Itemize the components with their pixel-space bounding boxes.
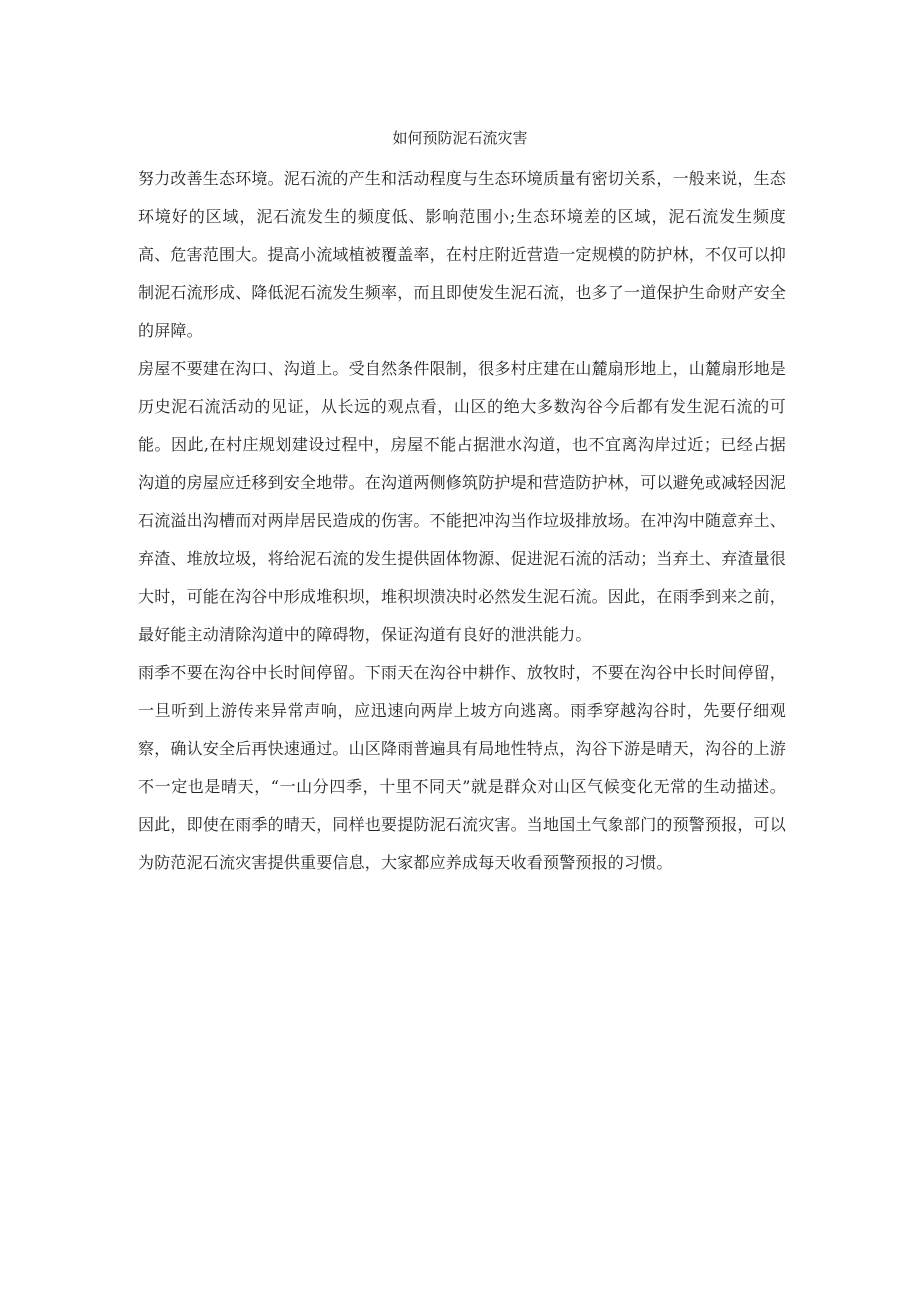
paragraph-ecology: 努力改善生态环境。泥石流的产生和活动程度与生态环境质量有密切关系，一般来说，生态环境好的区域，泥石流发生的频度低、影响范围小;生态环境差的区域，泥石流发生频度高、危害范围大。提高小流域植被覆盖率，在村庄附近营造一定规模的防护林，不仅可以抑制泥石流形成、降低泥石流发生频率，而且即使发生泥石流，也多了一道保护生命财产安全的屏障。: [138, 169, 787, 340]
paragraph-rainy-season: 雨季不要在沟谷中长时间停留。下雨天在沟谷中耕作、放牧时，不要在沟谷中长时间停留，一旦听到上游传来异常声响，应迅速向两岸上坡方向逃离。雨季穿越沟谷时，先要仔细观察，确认安全后再快速通过。山区降雨普遍具有局地性特点，沟谷下游是晴天，沟谷的上游不一定也是晴天，“一山分四季，十里不同天”就是群众对山区气候变化无常的生动描述。因此，即使在雨季的晴天，同样也要提防泥石流灾害。当地国土气象部门的预警预报，可以为防范泥石流灾害提供重要信息，大家都应养成每天收看预警预报的习惯。: [138, 663, 787, 872]
document-body: [138, 160, 786, 882]
document-title: 如何预防泥石流灾害: [392, 129, 528, 147]
paragraph-housing: 房屋不要建在沟口、沟道上。受自然条件限制，很多村庄建在山麓扇形地上，山麓扇形地是历史泥石流活动的见证，从长远的观点看，山区的绝大多数沟谷今后都有发生泥石流的可能。因此,在村庄规划建设过程中，房屋不能占据泄水沟道，也不宜离沟岸过近；已经占据沟道的房屋应迁移到安全地带。在沟道两侧修筑防护堤和营造防护林，可以避免或减轻因泥石流溢出沟槽而对两岸居民造成的伤害。不能把冲沟当作垃圾排放场。在冲沟中随意弃土、弃渣、堆放垃圾，将给泥石流的发生提供固体物源、促进泥石流的活动；当弃土、弃渣量很大时，可能在沟谷中形成堆积坝，堆积坝溃决时必然发生泥石流。因此，在雨季到来之前，最好能主动清除沟道中的障碍物，保证沟道有良好的泄洪能力。: [138, 359, 787, 644]
